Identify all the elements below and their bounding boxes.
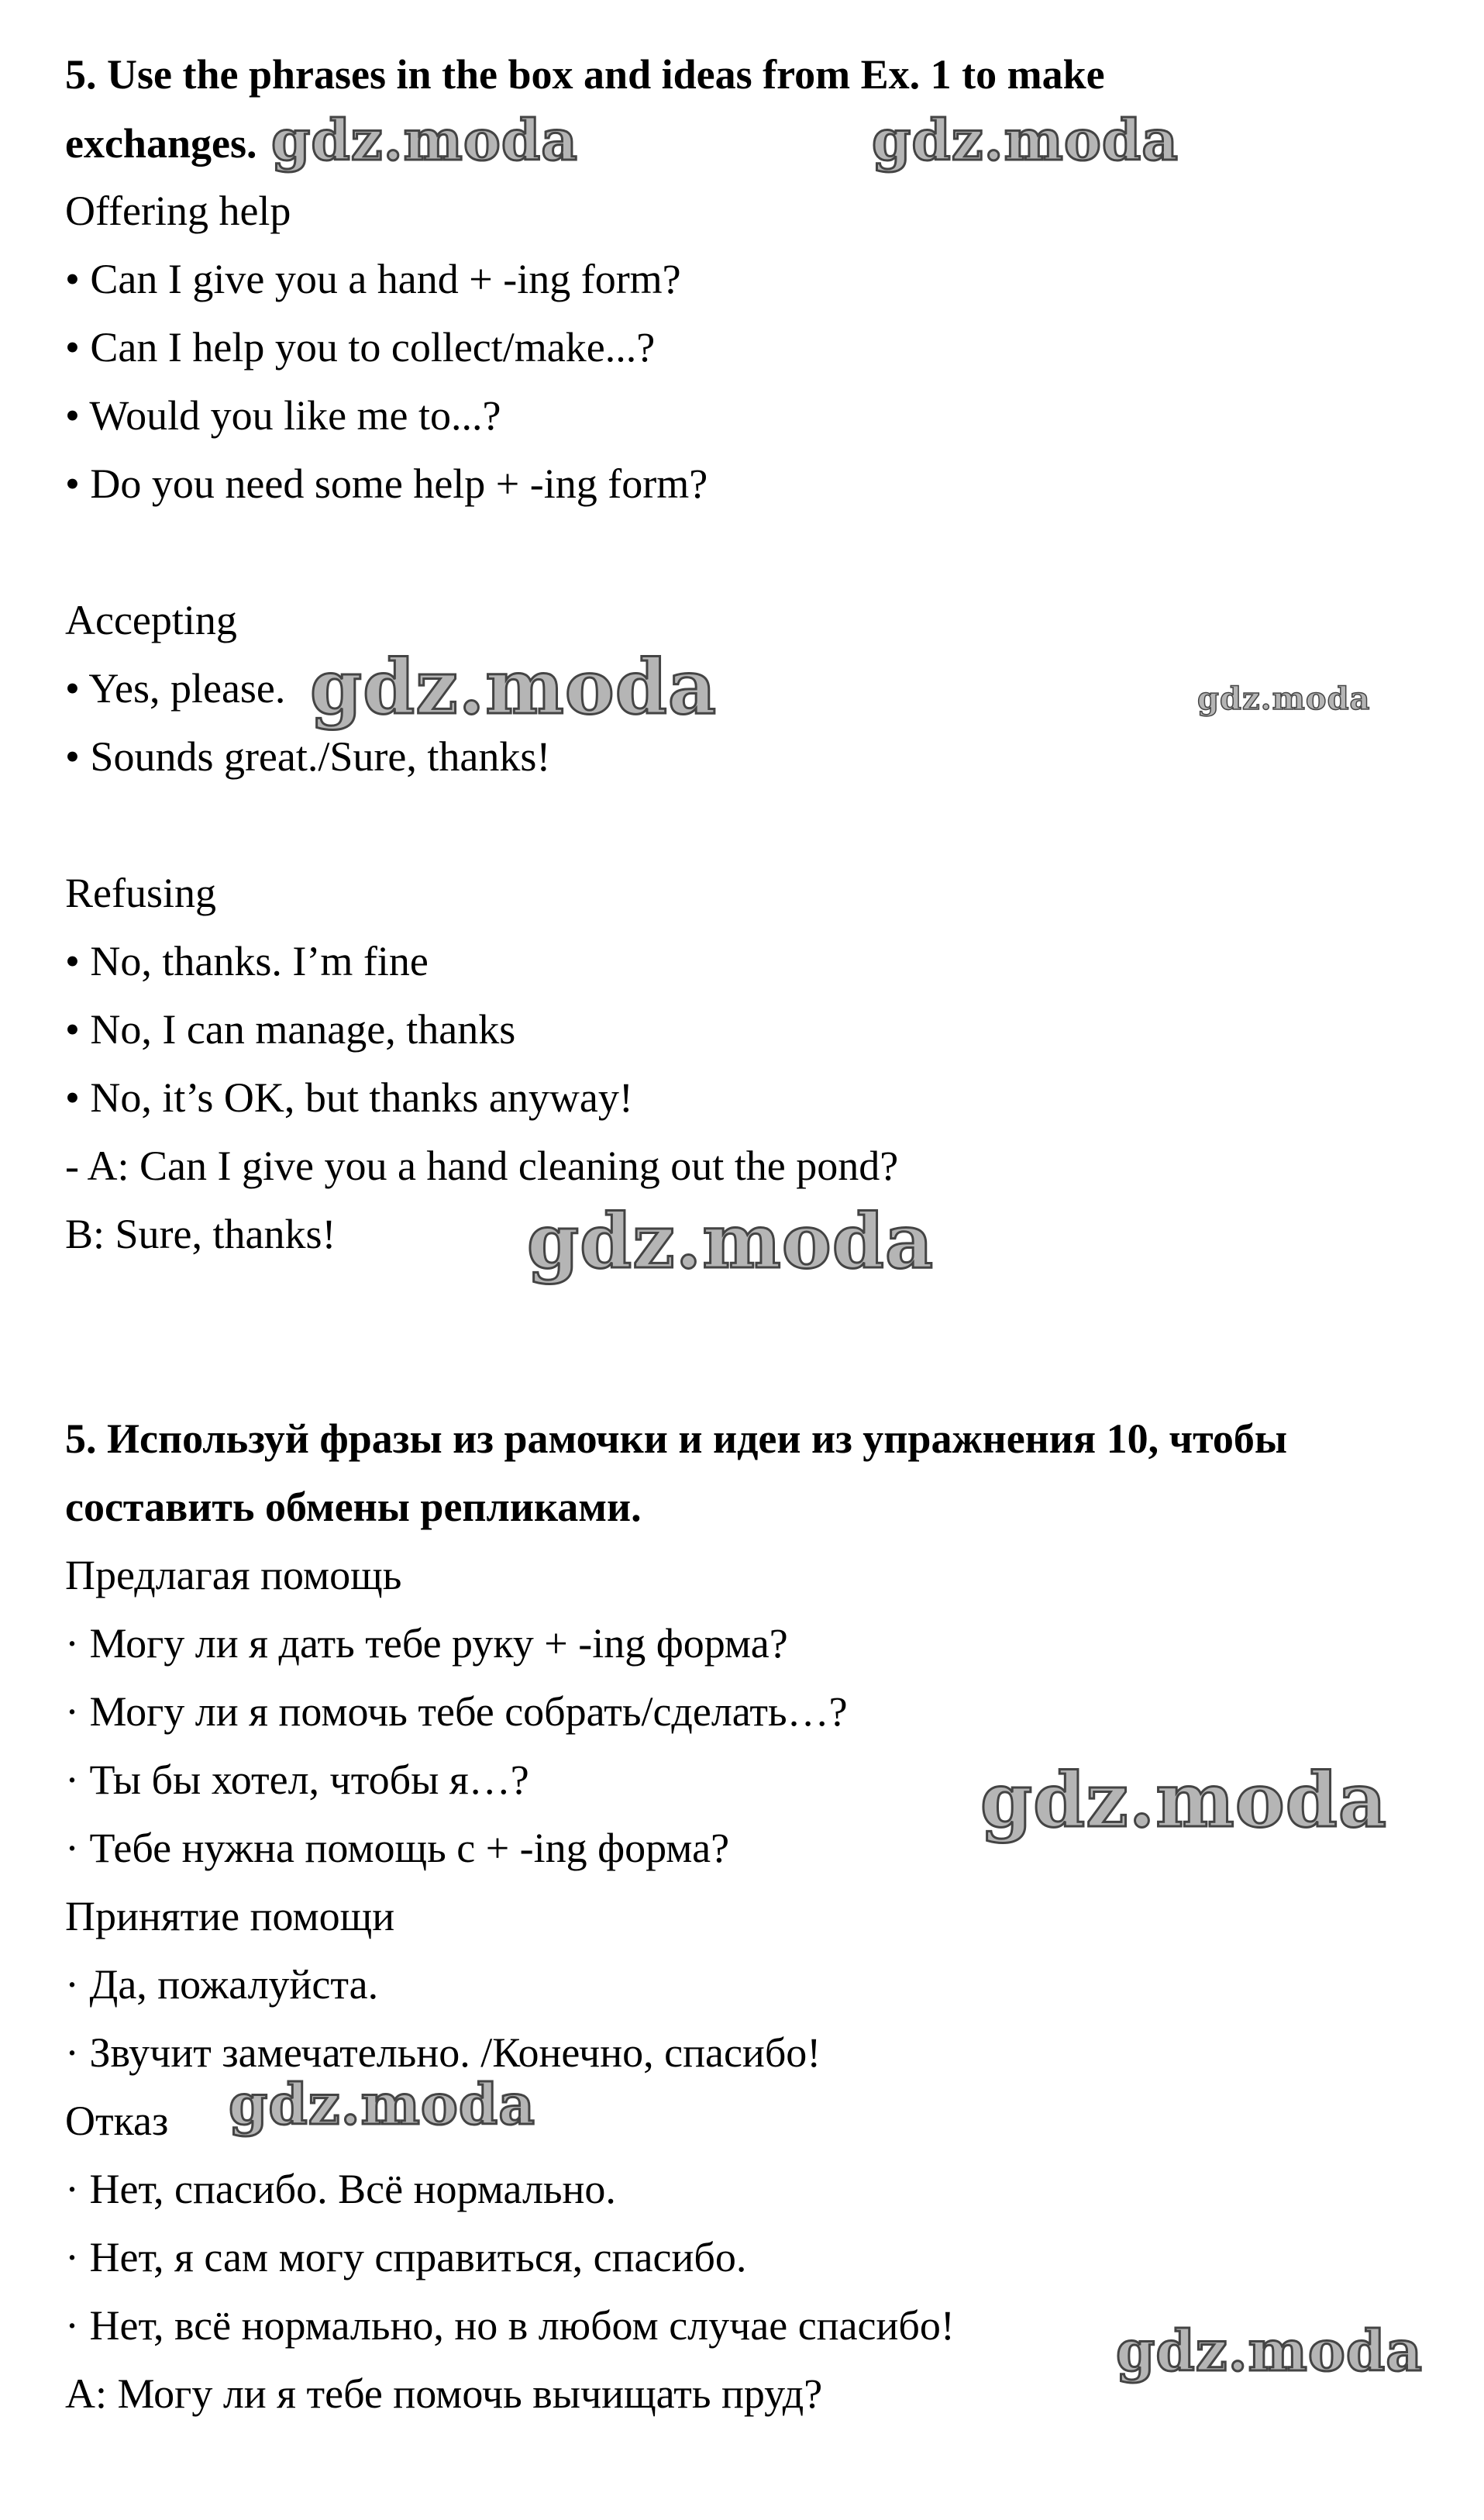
accepting-item: • Yes, please.: [65, 665, 286, 712]
watermark: gdz.moda: [271, 107, 578, 173]
ru-offering-item: · Тебе нужна помощь с + -ing форма?: [65, 1825, 730, 1871]
refusing-item: • No, I can manage, thanks: [65, 1006, 516, 1053]
accepting-item: • Sounds great./Sure, thanks!: [65, 733, 551, 780]
example-line-a: - A: Can I give you a hand cleaning out the pond?: [65, 1143, 899, 1189]
ru-accepting-title: Принятие помощи: [65, 1893, 395, 1939]
example-line-b: B: Sure, thanks!: [65, 1211, 336, 1257]
ru-offering-item: · Ты бы хотел, чтобы я…?: [65, 1756, 529, 1803]
ru-offering-item: · Могу ли я помочь тебе собрать/сделать…?: [65, 1688, 848, 1735]
ru-offering-title: Предлагая помощь: [65, 1552, 402, 1598]
offering-title: Offering help: [65, 188, 291, 234]
offering-item: • Can I give you a hand + -ing form?: [65, 256, 681, 302]
watermark: gdz.moda: [980, 1756, 1388, 1844]
ru-offering-item: · Могу ли я дать тебе руку + -ing форма?: [65, 1620, 788, 1667]
ru-refusing-item: · Нет, спасибо. Всё нормально.: [65, 2166, 616, 2212]
offering-item: • Do you need some help + -ing form?: [65, 460, 708, 507]
watermark: gdz.moda: [229, 2071, 535, 2137]
offering-item: • Would you like me to...?: [65, 392, 501, 439]
heading-line-1: 5. Use the phrases in the box and ideas from Ex. 1 to make: [65, 51, 1105, 98]
ru-refusing-item: · Нет, всё нормально, но в любом случае спасибо!: [65, 2302, 955, 2349]
watermark: gdz.moda: [1197, 681, 1371, 717]
refusing-item: • No, thanks. I’m fine: [65, 938, 429, 984]
heading-line-2: exchanges.: [65, 120, 257, 167]
ru-refusing-title: Отказ: [65, 2098, 169, 2144]
accepting-title: Accepting: [65, 597, 237, 643]
offering-item: • Can I help you to collect/make...?: [65, 324, 656, 371]
watermark: gdz.moda: [310, 643, 718, 731]
watermark: gdz.moda: [527, 1198, 935, 1285]
watermark: gdz.moda: [872, 107, 1179, 173]
ru-refusing-item: · Нет, я сам могу справиться, спасибо.: [65, 2234, 747, 2280]
watermark: gdz.moda: [1116, 2318, 1423, 2384]
ru-example-line-a: А: Могу ли я тебе помочь вычищать пруд?: [65, 2370, 823, 2417]
refusing-item: • No, it’s OK, but thanks anyway!: [65, 1074, 633, 1121]
ru-accepting-item: · Звучит замечательно. /Конечно, спасибо!: [65, 2029, 821, 2076]
ru-heading-line-1: 5. Используй фразы из рамочки и идеи из упражнения 10, чтобы: [65, 1415, 1288, 1462]
refusing-title: Refusing: [65, 870, 216, 916]
ru-accepting-item: · Да, пожалуйста.: [65, 1961, 379, 2008]
ru-heading-line-2: составить обмены репликами.: [65, 1484, 642, 1530]
